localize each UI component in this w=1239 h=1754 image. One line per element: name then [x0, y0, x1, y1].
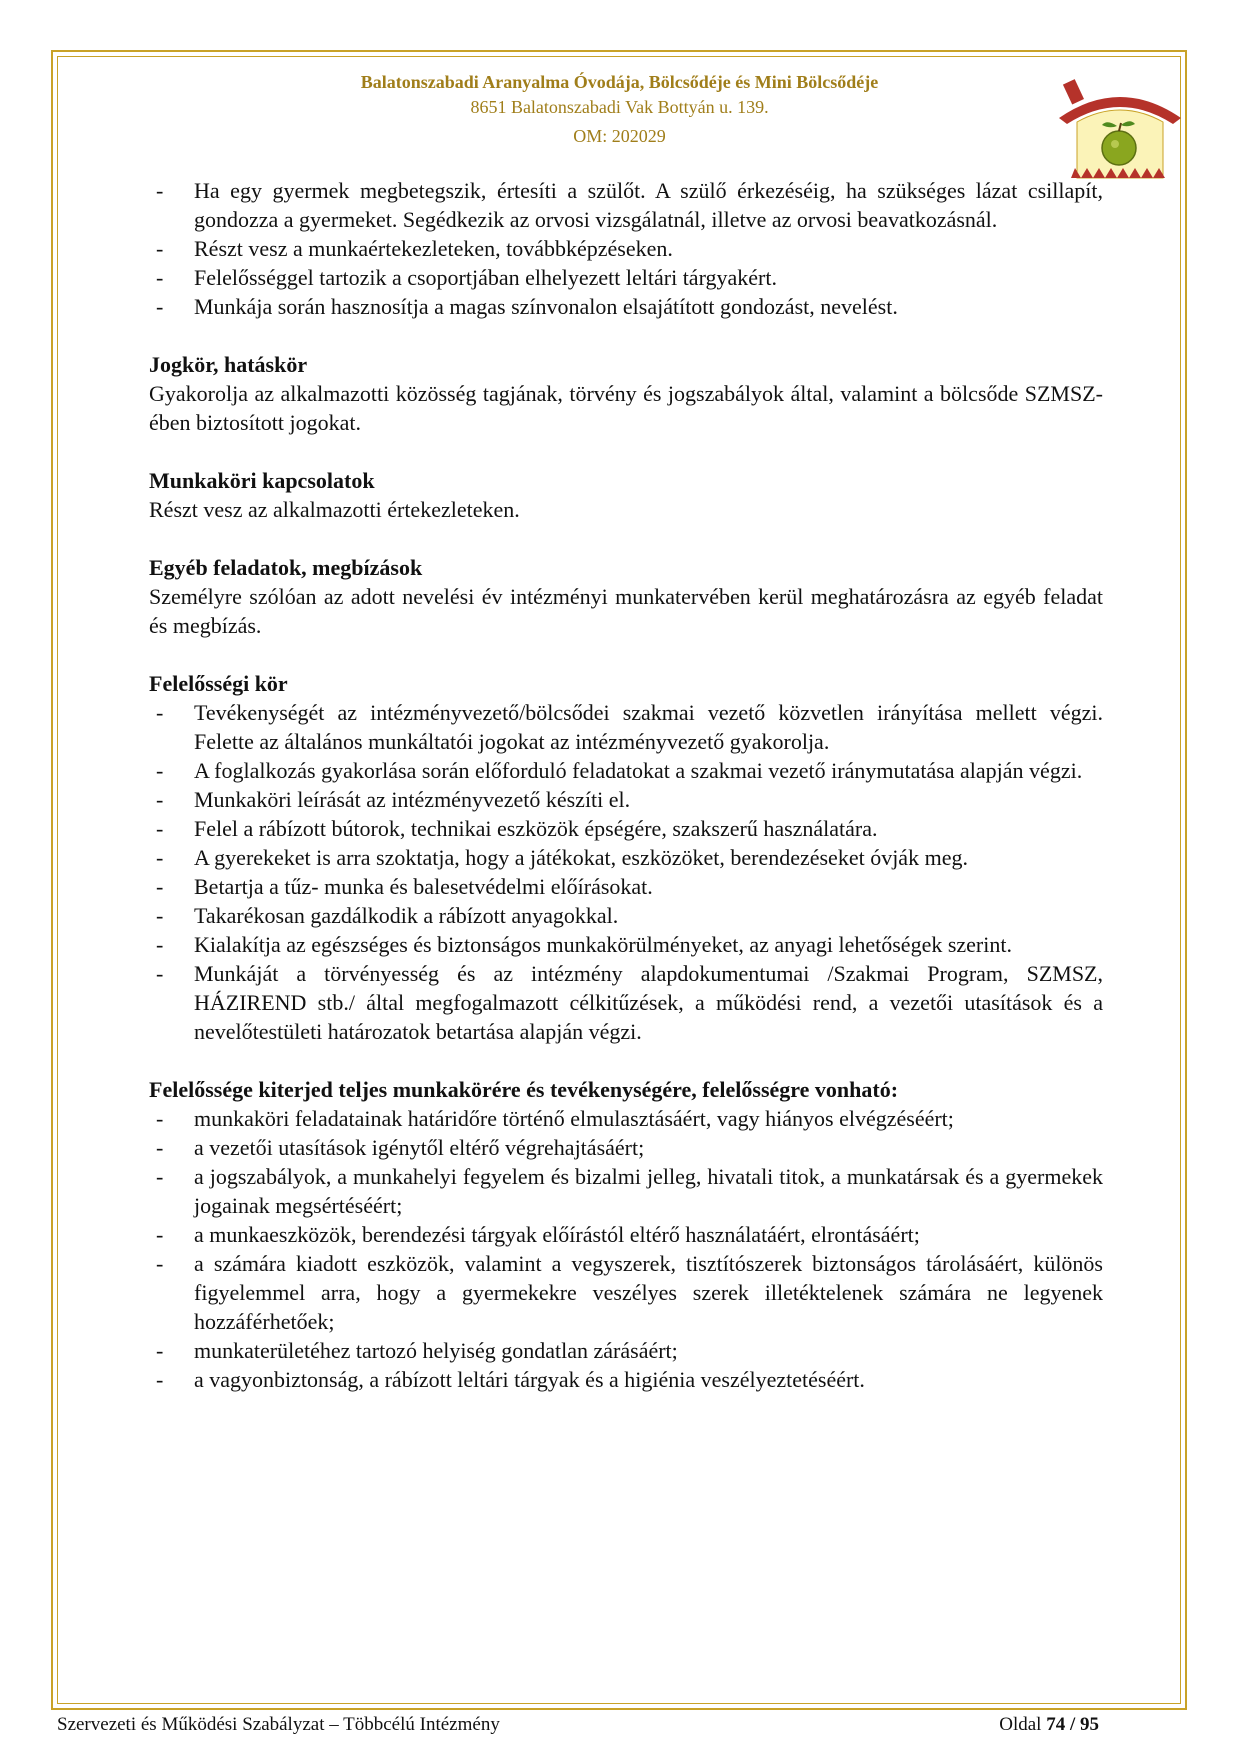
list-item: - munkaköri feladatainak határidőre történő elmulasztásáért, vagy hiányos elvégzéséért; [156, 1106, 954, 1131]
list-item: - Munkája során hasznosítja a magas színvonalon elsajátított gondozást, nevelést. [156, 294, 898, 319]
dash-bullet-icon: - [156, 845, 164, 870]
section-heading-felelossegi-kor: Felelősségi kör [149, 671, 288, 696]
dash-bullet-icon: - [156, 1222, 164, 1247]
list-item: - Munkaköri leírását az intézményvezető készíti el. [156, 787, 631, 812]
document-body [149, 176, 1103, 1394]
dash-bullet-icon: - [156, 1135, 164, 1160]
page-label: Oldal [999, 1714, 1042, 1735]
dash-bullet-icon: - [156, 903, 164, 928]
page-separator: / [1069, 1714, 1076, 1735]
dash-bullet-icon: - [156, 1106, 164, 1131]
list-item: - a vagyonbiztonság, a rábízott leltári tárgyak és a higiénia veszélyeztetéséért. [156, 1367, 865, 1392]
list-item: - a munkaeszközök, berendezési tárgyak előírástól eltérő használatáért, elrontásáért; [156, 1222, 920, 1247]
page-total: 95 [1080, 1714, 1099, 1735]
dash-bullet-icon: - [156, 932, 164, 957]
footer-document-title: Szervezeti és Működési Szabályzat – Többcélú Intézmény [57, 1714, 500, 1735]
section-heading-kapcsolatok: Munkaköri kapcsolatok [149, 468, 375, 493]
institution-om: OM: 202029 [573, 126, 666, 146]
dash-bullet-icon: - [156, 265, 164, 290]
section-text-kapcsolatok: Részt vesz az alkalmazotti értekezleteken. [149, 497, 520, 522]
list-item: - Takarékosan gazdálkodik a rábízott anyagokkal. [156, 903, 619, 928]
institution-name: Balatonszabadi Aranyalma Óvodája, Bölcsődéje és Mini Bölcsődéje [360, 72, 879, 92]
intro-list [149, 176, 1103, 321]
list-item: - Tevékenységét az intézményvezető/bölcsődei szakmai vezető közvetlen irányítása mellett végzi. Felette az általános munkáltatói jogokat az intézményvezető gyakorolja. [156, 700, 1103, 754]
section-heading-felelossege: Felelőssége kiterjed teljes munkakörére és tevékenységére, felelősségre vonható: [149, 1077, 899, 1102]
page-current: 74 [1046, 1714, 1066, 1735]
dash-bullet-icon: - [156, 1164, 164, 1189]
section-text-egyeb: Személyre szólóan az adott nevelési év intézményi munkatervében kerül meghatározásra az egyéb feladat és megbízás. [149, 584, 1103, 638]
list-item: - Részt vesz a munkaértekezleteken, továbbképzéseken. [156, 236, 673, 261]
list-item: - A foglalkozás gyakorlása során előforduló feladatokat a szakmai vezető iránymutatása alapján végzi. [156, 758, 1083, 783]
list-item: - Felel a rábízott bútorok, technikai eszközök épségére, szakszerű használatára. [156, 816, 878, 841]
dash-bullet-icon: - [156, 874, 164, 899]
list-item: - a vezetői utasítások igénytől eltérő végrehajtásáért; [156, 1135, 645, 1160]
list-item: - Ha egy gyermek megbetegszik, értesíti a szülőt. A szülő érkezéséig, ha szükséges lázat csillapít, gondozza a gyermeket. Segédkezik az orvosi vizsgálatnál, illetve az orvosi beavatkozásnál. [156, 178, 1103, 232]
felelossege-list [149, 1104, 1103, 1394]
list-item: - a számára kiadott eszközök, valamint a vegyszerek, tisztítószerek biztonságos tárolásáért, különös figyelemmel arra, hogy a gyermekekre veszélyes szerek illetéktelenek számára ne legyenek hozzáférhetőek; [156, 1251, 1103, 1334]
list-item: - Betartja a tűz- munka és balesetvédelmi előírásokat. [156, 874, 653, 899]
list-item: - a jogszabályok, a munkahelyi fegyelem és bizalmi jelleg, hivatali titok, a munkatársak és a gyermekek jogainak megsértéséért; [156, 1164, 1103, 1218]
dash-bullet-icon: - [156, 1367, 164, 1392]
dash-bullet-icon: - [156, 787, 164, 812]
section-heading-egyeb: Egyéb feladatok, megbízások [149, 555, 423, 580]
dash-bullet-icon: - [156, 178, 164, 203]
footer-page-number [999, 1714, 1099, 1736]
list-item: - munkaterületéhez tartozó helyiség gondatlan zárásáért; [156, 1338, 678, 1363]
dash-bullet-icon: - [156, 294, 164, 319]
list-item: - Munkáját a törvényesség és az intézmény alapdokumentumai /Szakmai Program, SZMSZ, HÁZIREND stb./ által megfogalmazott célkitűzések, a működési rend, a vezetői utasítások és a nevelőtestületi határozatok betartása alapján végzi. [156, 961, 1103, 1044]
felelossegi-kor-list [149, 698, 1103, 1046]
dash-bullet-icon: - [156, 1338, 164, 1363]
list-item: - A gyerekeket is arra szoktatja, hogy a játékokat, eszközöket, berendezéseket óvják meg. [156, 845, 968, 870]
list-item: - Felelősséggel tartozik a csoportjában elhelyezett leltári tárgyakért. [156, 265, 777, 290]
list-item: - Kialakítja az egészséges és biztonságos munkakörülményeket, az anyagi lehetőségek szerint. [156, 932, 1012, 957]
dash-bullet-icon: - [156, 816, 164, 841]
section-text-jogkor: Gyakorolja az alkalmazotti közösség tagjának, törvény és jogszabályok által, valamint a bölcsőde SZMSZ-ében biztosított jogokat. [149, 381, 1103, 435]
institution-address: 8651 Balatonszabadi Vak Bottyán u. 139. [470, 97, 769, 117]
apple-house-icon [1055, 78, 1185, 190]
dash-bullet-icon: - [156, 961, 164, 986]
dash-bullet-icon: - [156, 700, 164, 725]
dash-bullet-icon: - [156, 236, 164, 261]
dash-bullet-icon: - [156, 758, 164, 783]
section-heading-jogkor: Jogkör, hatáskör [149, 352, 308, 377]
dash-bullet-icon: - [156, 1251, 164, 1276]
